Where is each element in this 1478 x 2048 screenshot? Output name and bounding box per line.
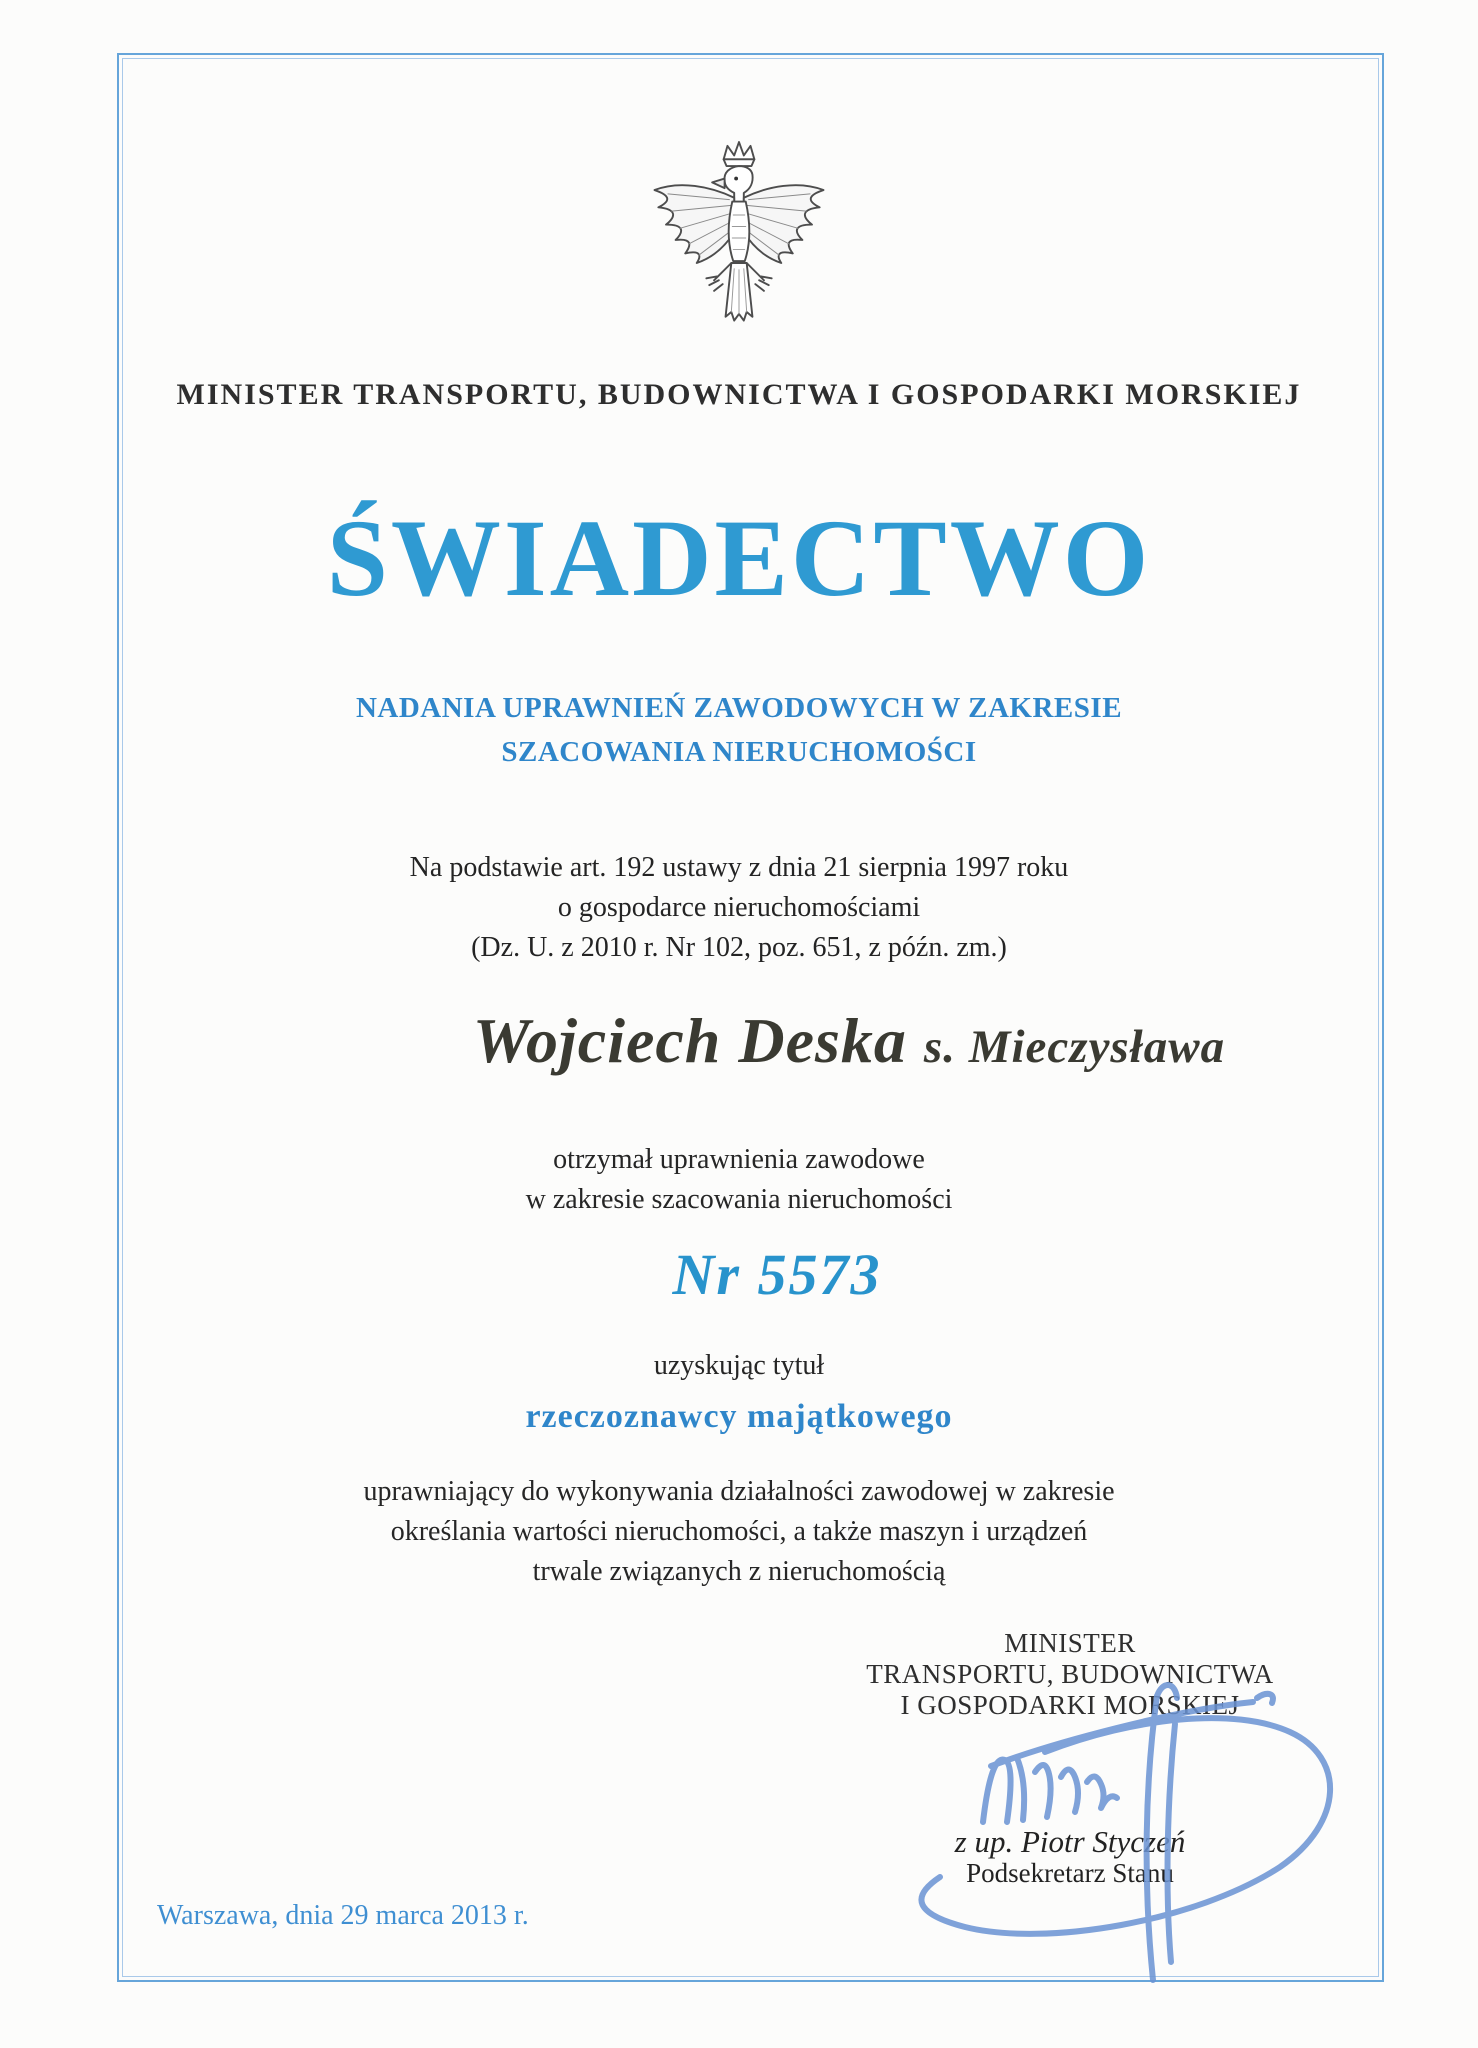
professional-title: rzeczoznawcy majątkowego (525, 1398, 953, 1435)
certificate-subtitle (0, 686, 1478, 774)
recipient-name-line (110, 1006, 1478, 1076)
grant-line-1: otrzymał uprawnienia zawodowe (553, 1144, 925, 1175)
scope-statement (0, 1472, 1478, 1592)
license-number: Nr 5573 (672, 1242, 882, 1307)
grant-line-2: w zakresie szacowania nieruchomości (525, 1184, 953, 1215)
signer-title: Podsekretarz Stanu (966, 1858, 1174, 1888)
legal-basis (0, 848, 1478, 968)
office-line-3: I GOSPODARKI MORSKIEJ (900, 1690, 1240, 1720)
signed-by: z up. Piotr Styczeń (954, 1824, 1186, 1859)
scope-line-2: określania wartości nieruchomości, a także maszyn i urządzeń (390, 1516, 1088, 1547)
ministry-header: MINISTER TRANSPORTU, BUDOWNICTWA I GOSPODARKI MORSKIEJ (176, 378, 1302, 411)
legal-basis-line-2: o gospodarce nieruchomościami (557, 892, 921, 923)
subtitle-line-1: NADANIA UPRAWNIEŃ ZAWODOWYCH W ZAKRESIE (355, 692, 1123, 724)
legal-basis-line-1: Na podstawie art. 192 ustawy z dnia 21 sierpnia 1997 roku (409, 852, 1069, 883)
recipient-filiation: s. Mieczysława (923, 1021, 1226, 1073)
recipient-name: Wojciech Deska (472, 1005, 907, 1076)
office-line-1: MINISTER (1004, 1628, 1136, 1658)
title-grant-intro: uzyskując tytuł (653, 1350, 825, 1381)
minister-office-block (840, 1628, 1300, 1721)
scope-line-1: uprawniający do wykonywania działalności zawodowej w zakresie (363, 1476, 1115, 1507)
grant-statement (0, 1140, 1478, 1220)
subtitle-line-2: SZACOWANIA NIERUCHOMOŚCI (501, 736, 977, 768)
certificate-title: ŚWIADECTWO (326, 497, 1152, 619)
legal-basis-line-3: (Dz. U. z 2010 r. Nr 102, poz. 651, z późn. zm.) (471, 932, 1007, 963)
polish-eagle-emblem-icon (643, 138, 835, 340)
place-date: Warszawa, dnia 29 marca 2013 r. (157, 1900, 529, 1931)
office-line-2: TRANSPORTU, BUDOWNICTWA (866, 1659, 1274, 1689)
scope-line-3: trwale związanych z nieruchomością (532, 1556, 946, 1587)
